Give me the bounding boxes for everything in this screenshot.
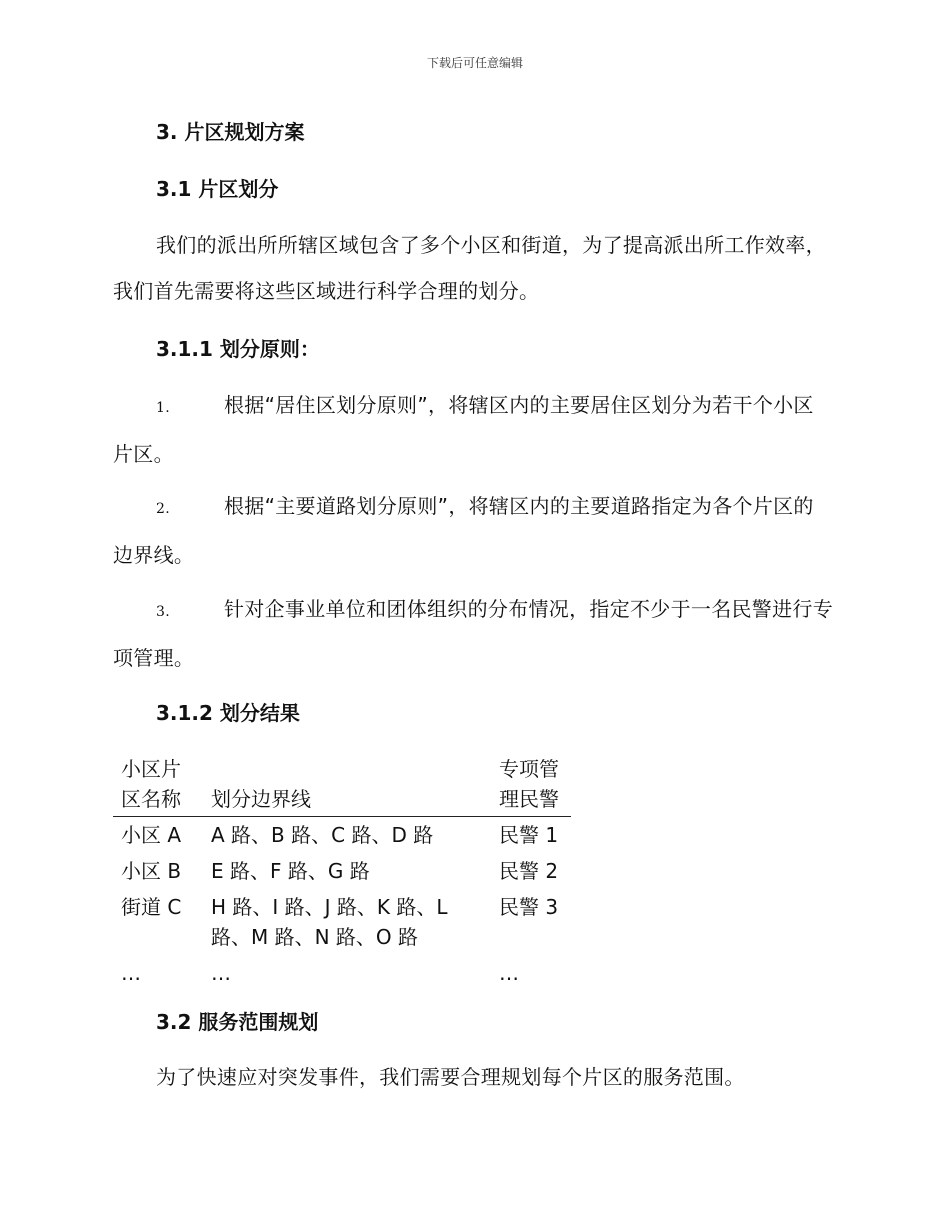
table-cell: 小区 A: [121, 823, 182, 847]
table-cell: …: [211, 961, 231, 985]
table-header-row: [113, 754, 571, 817]
table-cell: …: [121, 961, 141, 985]
section-3-1-heading: 3.1 片区划分: [156, 177, 279, 201]
table-cell: E 路、F 路、G 路: [211, 859, 370, 883]
table-cell: H 路、I 路、J 路、K 路、L 路、M 路、N 路、O 路: [211, 895, 448, 949]
section-3-1-intro: 我们的派出所所辖区域包含了多个小区和街道，为了提高派出所工作效率，我们首先需要将这些区域进行科学合理的划分。: [113, 233, 826, 303]
page-header: 下载后可任意编辑: [426, 56, 523, 70]
table-row: [113, 889, 571, 955]
table-row: [113, 817, 571, 854]
list-number: 1.: [156, 400, 170, 416]
table-cell: …: [499, 961, 519, 985]
section-3-1-2-heading: 3.1.2 划分结果: [156, 701, 300, 725]
column-header-officer: 专项管理民警: [491, 754, 571, 817]
section-3-1-1-heading: 3.1.1 划分原则：: [156, 337, 320, 361]
section-3-heading: 3. 片区规划方案: [156, 120, 305, 144]
table-cell: 小区 B: [121, 859, 182, 883]
table-cell: 民警 1: [499, 823, 559, 847]
table-cell: A 路、B 路、C 路、D 路: [211, 823, 434, 847]
list-number: 2.: [156, 501, 170, 517]
division-result-table: [113, 754, 571, 991]
list-text: 根据“居住区划分原则”，将辖区内的主要居住区划分为若干个小区片区。: [113, 393, 814, 466]
section-3-2-intro: 为了快速应对突发事件，我们需要合理规划每个片区的服务范围。: [156, 1065, 745, 1089]
table-cell: 街道 C: [121, 895, 182, 919]
list-text: 根据“主要道路划分原则”，将辖区内的主要道路指定为各个片区的边界线。: [113, 494, 814, 567]
principle-item-3: [113, 586, 833, 681]
principle-item-2: [113, 483, 833, 578]
table-cell: 民警 3: [499, 895, 559, 919]
table-row: [113, 853, 571, 889]
table-row: [113, 955, 571, 991]
list-number: 3.: [156, 604, 170, 620]
section-3-2-heading: 3.2 服务范围规划: [156, 1010, 319, 1034]
principle-item-1: [113, 382, 833, 477]
table-cell: 民警 2: [499, 859, 559, 883]
column-header-boundary: 划分边界线: [203, 754, 491, 817]
column-header-area: 小区片区名称: [113, 754, 203, 817]
list-text: 针对企事业单位和团体组织的分布情况，指定不少于一名民警进行专项管理。: [113, 597, 833, 670]
